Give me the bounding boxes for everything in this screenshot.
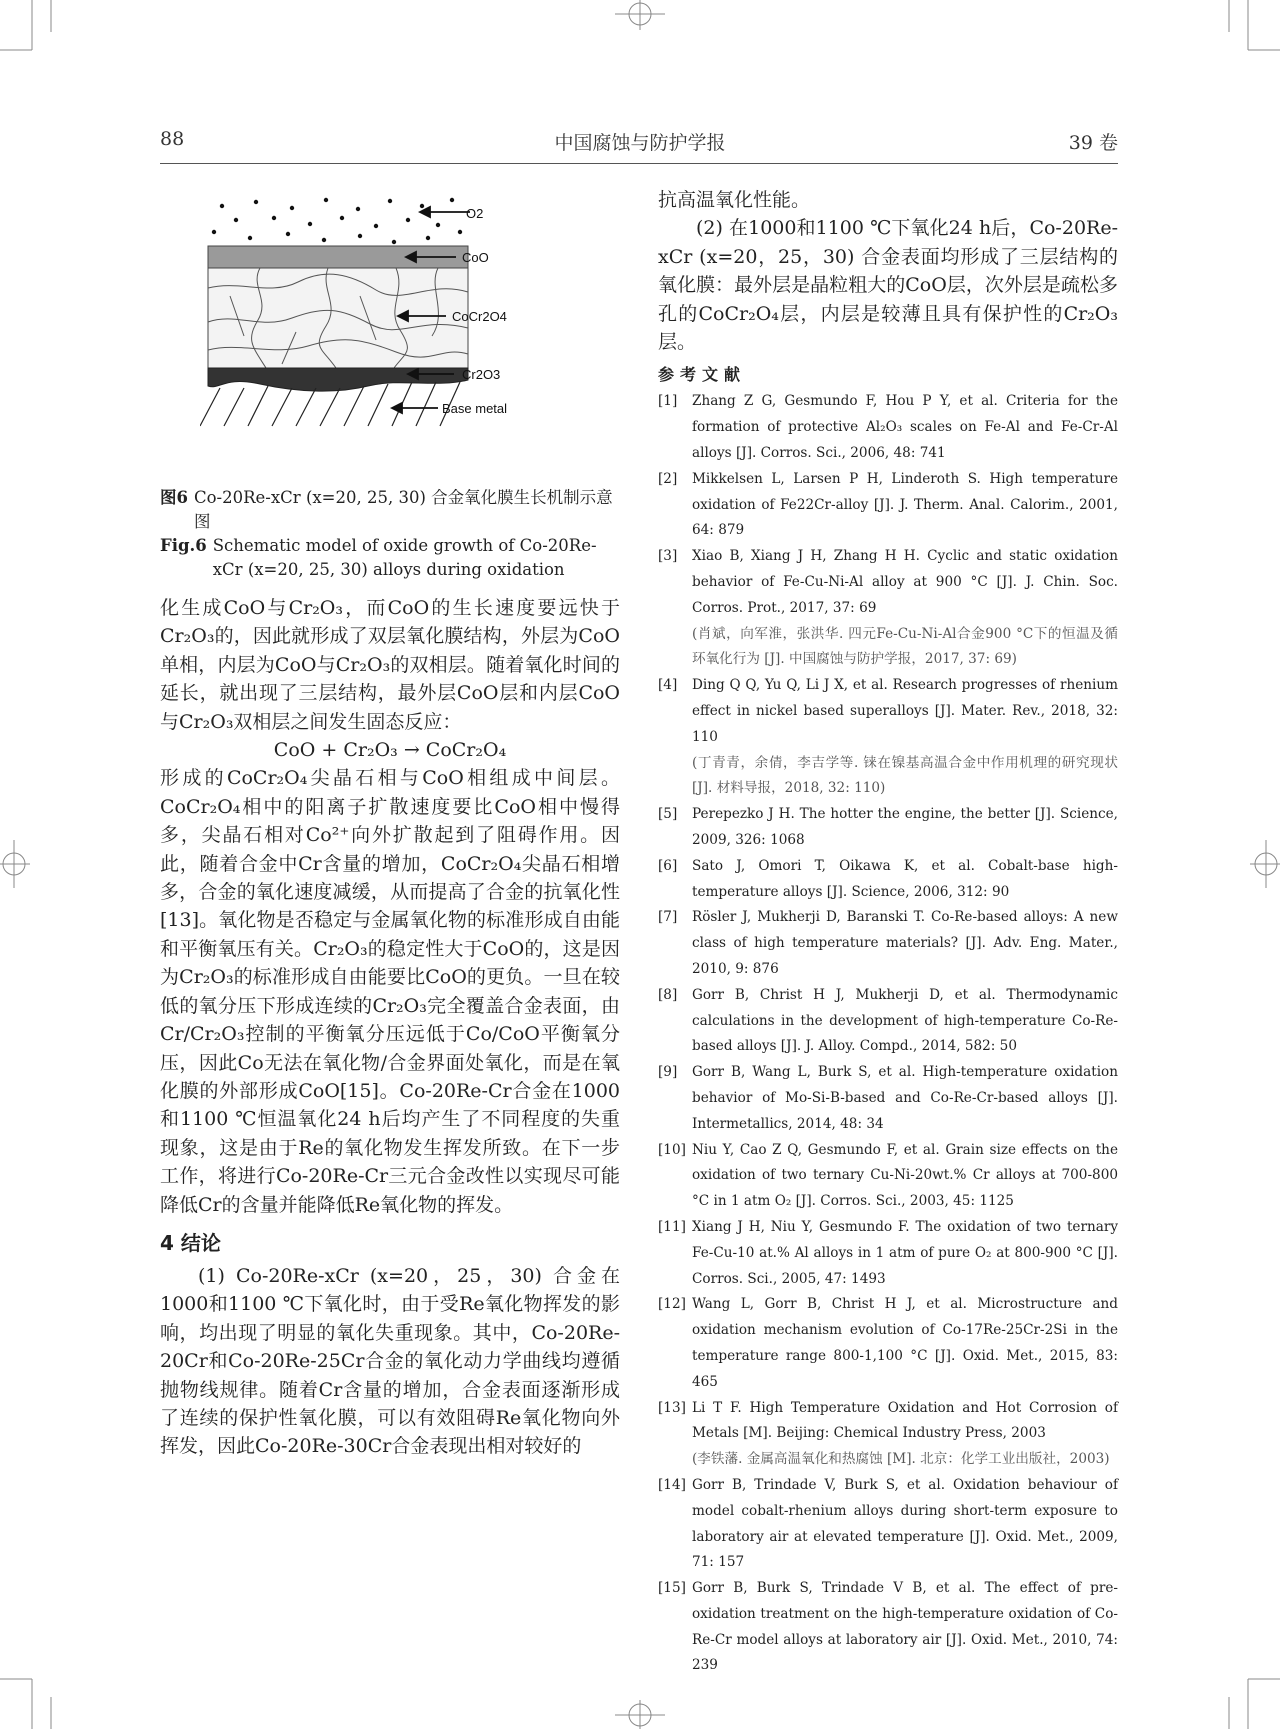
left-paragraph-2: 形成的CoCr₂O₄尖晶石相与CoO相组成中间层。CoCr₂O₄相中的阳离子扩散速度要比CoO相中慢得多，尖晶石相对Co²⁺向外扩散起到了阻碍作用。因此，随着合金中Cr含量的增加，CoCr₂O₄尖晶石相增多，合金的氧化速度减缓，从而提高了合金的抗氧化性[13]。氧化物是否稳定与金属氧化物的标准形成自由能和平衡氧压有关。Cr₂O₃的稳定性大于CoO的，这是因为Cr₂O₃的标准形成自由能要比CoO的更负。一旦在较低的氧分压下形成连续的Cr₂O₃完全覆盖合金表面，由Cr/Cr₂O₃控制的平衡氧分压远低于Co/CoO平衡氧分压，因此Co无法在氧化物/合金界面处氧化，而是在氧化膜的外部形成CoO[15]。Co-20Re-Cr合金在1000和1100 ℃恒温氧化24 h后均产生了不同程度的失重现象，这是由于Re的氧化物发生挥发所致。在下一步工作，将进行Co-20Re-Cr三元合金改性以实现尽可能降低Cr的含量并能降低Re氧化物的挥发。 (160, 767, 620, 1216)
left-paragraph-1: 化生成CoO与Cr₂O₃，而CoO的生长速度要远快于Cr₂O₃的，因此就形成了双层氧化膜结构，外层为CoO单相，内层为CoO与Cr₂O₃的双相层。随着氧化时间的延长，就出现了三层结构，最外层CoO层和内层CoO与Cr₂O₃双相层之间发生固态反应： (160, 597, 620, 733)
reference-text: Sato J, Omori T, Oikawa K, et al. Cobalt-base high-temperature alloys [J]. Science, 2006, 312: 90 (692, 857, 1118, 900)
header-rule (160, 163, 1118, 164)
right-paragraph-1: 抗高温氧化性能。 (658, 189, 811, 211)
cr2o3-layer (208, 368, 468, 391)
reference-text: Wang L, Gorr B, Christ H J, et al. Microstructure and oxidation mechanism evolution of Co-17Re-25Cr-2Si in the temperature range 800-1,100 °C [J]. Oxid. Met., 2015, 83: 465 (692, 1296, 1118, 1390)
o2-label: O2 (466, 206, 484, 221)
reference-number: [8] (658, 986, 678, 1003)
caption-cn-line (160, 486, 620, 534)
references-heading: 参考文献 (658, 365, 747, 385)
reference-item (658, 389, 1118, 466)
reference-text: Mikkelsen L, Larsen P H, Linderoth S. High temperature oxidation of Fe22Cr-alloy [J]. J. Therm. Anal. Calorim., 2001, 64: 879 (692, 470, 1118, 539)
caption-cn-label: 图6 (160, 488, 188, 507)
reference-item (658, 1396, 1118, 1473)
reference-number: [10] (658, 1141, 686, 1158)
reference-number: [13] (658, 1399, 686, 1416)
cocr2o4-label: CoCr2O4 (452, 309, 507, 324)
reference-item (658, 467, 1118, 544)
reference-item (658, 544, 1118, 673)
reference-item (658, 905, 1118, 982)
caption-en-label: Fig.6 (160, 536, 207, 555)
reference-number: [6] (658, 857, 678, 874)
reference-text: Gorr B, Christ H J, Mukherji D, et al. Thermodynamic calculations in the development of high-temperature Co-Re-based alloys [J]. J. Alloy. Compd., 2014, 582: 50 (692, 986, 1118, 1055)
reference-number: [2] (658, 470, 678, 487)
reference-text-cn: (丁青青，余倩，李吉学等. 铼在镍基高温合金中作用机理的研究现状 [J]. 材料导报，2018, 32: 110) (692, 754, 1118, 797)
reference-number: [7] (658, 909, 678, 926)
reference-item (658, 854, 1118, 906)
reference-item (658, 1576, 1118, 1679)
reference-number: [9] (658, 1064, 678, 1081)
reference-number: [5] (658, 806, 678, 823)
reference-item (658, 1215, 1118, 1292)
reference-text: Ding Q Q, Yu Q, Li J X, et al. Research progresses of rhenium effect in nickel based superalloys [J]. Mater. Rev., 2018, 32: 110 (692, 677, 1118, 745)
volume-label: 39 卷 (1068, 132, 1118, 154)
section-heading-conclusion: 4 结论 (160, 1230, 221, 1255)
reference-number: [12] (658, 1296, 686, 1313)
right-column (658, 186, 1118, 1679)
reference-item (658, 1138, 1118, 1215)
oxide-growth-figure (200, 196, 580, 474)
reference-number: [3] (658, 548, 678, 565)
journal-title: 中国腐蚀与防护学报 (554, 132, 726, 154)
reference-number: [11] (658, 1218, 686, 1235)
caption-en: Schematic model of oxide growth of Co-20Re-xCr (x=20, 25, 30) alloys during oxidation (212, 536, 597, 579)
reference-text-cn: (肖斌，向军淮，张洪华. 四元Fe-Cu-Ni-Al合金900 °C下的恒温及循环氧化行为 [J]. 中国腐蚀与防护学报，2017, 37: 69) (692, 625, 1118, 668)
reference-number: [15] (658, 1580, 686, 1597)
caption-cn: Co-20Re-xCr (x=20, 25, 30) 合金氧化膜生长机制示意图 (193, 488, 613, 531)
reference-number: [14] (658, 1476, 686, 1493)
reference-item (658, 1060, 1118, 1137)
reference-text: Li T F. High Temperature Oxidation and Hot Corrosion of Metals [M]. Beijing: Chemical Industry Press, 2003 (692, 1399, 1118, 1442)
reference-number: [1] (658, 393, 678, 410)
page-number: 88 (160, 128, 185, 150)
reference-item (658, 802, 1118, 854)
reference-item (658, 1292, 1118, 1395)
reference-text: Xiang J H, Niu Y, Gesmundo F. The oxidation of two ternary Fe-Cu-10 at.% Al alloys in 1 atm of pure O₂ at 800-900 °C [J]. Corros. Sci., 2005, 47: 1493 (692, 1218, 1118, 1287)
reference-text: Niu Y, Cao Z Q, Gesmundo F, et al. Grain size effects on the oxidation of two ternary Cu-Ni-20wt.% Cr alloys at 700-800 °C in 1 atm O₂ [J]. Corros. Sci., 2003, 45: 1125 (692, 1141, 1118, 1210)
reference-text: Zhang Z G, Gesmundo F, Hou P Y, et al. Criteria for the formation of protective Al₂O₃ scales on Fe-Al and Fe-Cr-Al alloys [J]. Corros. Sci., 2006, 48: 741 (692, 393, 1118, 462)
reference-text: Gorr B, Trindade V, Burk S, et al. Oxidation behaviour of model cobalt-rhenium alloys during short-term exposure to laboratory air at elevated temperature [J]. Oxid. Met., 2009, 71: 157 (692, 1476, 1118, 1571)
reference-text: Xiao B, Xiang J H, Zhang H H. Cyclic and static oxidation behavior of Fe-Cu-Ni-Al alloy at 900 °C [J]. J. Chin. Soc. Corros. Prot., 2017, 37: 69 (692, 548, 1118, 616)
reference-text: Rösler J, Mukherji D, Baranski T. Co-Re-based alloys: A new class of high temperature materials? [J]. Adv. Eng. Mater., 2010, 9: 876 (692, 909, 1118, 977)
conclusion-paragraph-2: (2) 在1000和1100 ℃下氧化24 h后，Co-20Re-xCr (x=20，25，30) 合金表面均形成了三层结构的氧化膜：最外层是晶粒粗大的CoO层，次外层是疏松多孔的CoCr₂O₄层，内层是较薄且具有保护性的Cr₂O₃层。 (658, 217, 1118, 354)
reference-number: [4] (658, 677, 678, 694)
reference-list (658, 389, 1118, 1679)
reference-item (658, 983, 1118, 1060)
reference-text: Gorr B, Wang L, Burk S, et al. High-temperature oxidation behavior of Mo-Si-B-based and Co-Re-Cr-based alloys [J]. Intermetallics, 2014, 48: 34 (692, 1064, 1118, 1132)
reference-item (658, 673, 1118, 802)
caption-en-line (160, 534, 620, 582)
figure-caption (160, 486, 620, 582)
cr2o3-label: Cr2O3 (462, 367, 501, 382)
cocr2o4-layer (208, 268, 468, 368)
conclusion-paragraph-1: (1) Co-20Re-xCr (x=20，25，30) 合金在1000和1100 ℃下氧化时，由于受Re氧化物挥发的影响，均出现了明显的氧化失重现象。其中，Co-20Re-20Cr和Co-20Re-25Cr合金的氧化动力学曲线均遵循抛物线规律。随着Cr含量的增加，合金表面逐渐形成了连续的保护性氧化膜，可以有效阻碍Re氧化物向外挥发，因此Co-20Re-30Cr合金表现出相对较好的 (160, 1264, 620, 1458)
left-column (160, 594, 620, 1461)
reference-text: Perepezko J H. The hotter the engine, the better [J]. Science, 2009, 326: 1068 (692, 806, 1118, 848)
reference-text: Gorr B, Burk S, Trindade V B, et al. The effect of pre-oxidation treatment on the high-temperature oxidation of Co-Re-Cr model alloys at laboratory air [J]. Oxid. Met., 2010, 74: 239 (692, 1580, 1118, 1674)
reaction-equation: CoO + Cr₂O₃ → CoCr₂O₄ (273, 739, 507, 762)
reference-text-cn: (李铁藩. 金属高温氧化和热腐蚀 [M]. 北京：化学工业出版社，2003) (692, 1451, 1110, 1468)
base-metal-label: Base metal (442, 401, 508, 416)
coo-label: CoO (462, 250, 489, 265)
reference-item (658, 1473, 1118, 1576)
